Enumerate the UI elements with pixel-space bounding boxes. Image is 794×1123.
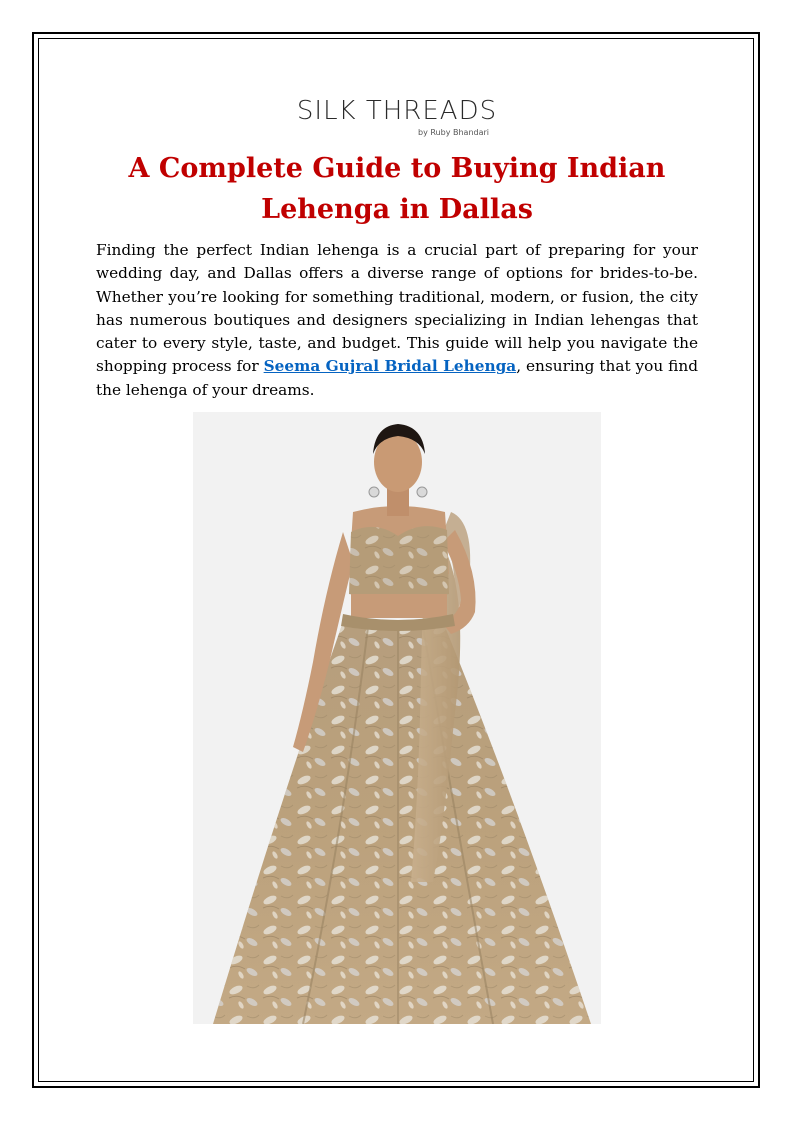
seema-gujral-link[interactable]: Seema Gujral Bridal Lehenga	[263, 357, 517, 376]
intro-text-end: , ensuring that you find the lehenga of your dreams.	[96, 357, 699, 399]
intro-text-start: Finding the perfect Indian lehenga is a crucial part of preparing for your wedding day, and Dallas offers a diverse range of options for brides-to-be. Whether you’re looking for something traditional, modern, or fusion, the city has numerous boutiques and designers specializing in Indian lehengas that cater to every style, taste, and budget. This guide will help you navigate the shopping process for	[96, 241, 698, 376]
logo-wordmark: SILK THREADS	[296, 96, 498, 126]
silk-threads-logo	[280, 94, 514, 146]
lehenga-model-photo	[193, 412, 601, 1024]
logo-tagline: by Ruby Bhandari	[418, 128, 490, 137]
intro-paragraph	[96, 239, 698, 402]
page-title: A Complete Guide to Buying Indian Lehenga in Dallas	[128, 153, 666, 225]
